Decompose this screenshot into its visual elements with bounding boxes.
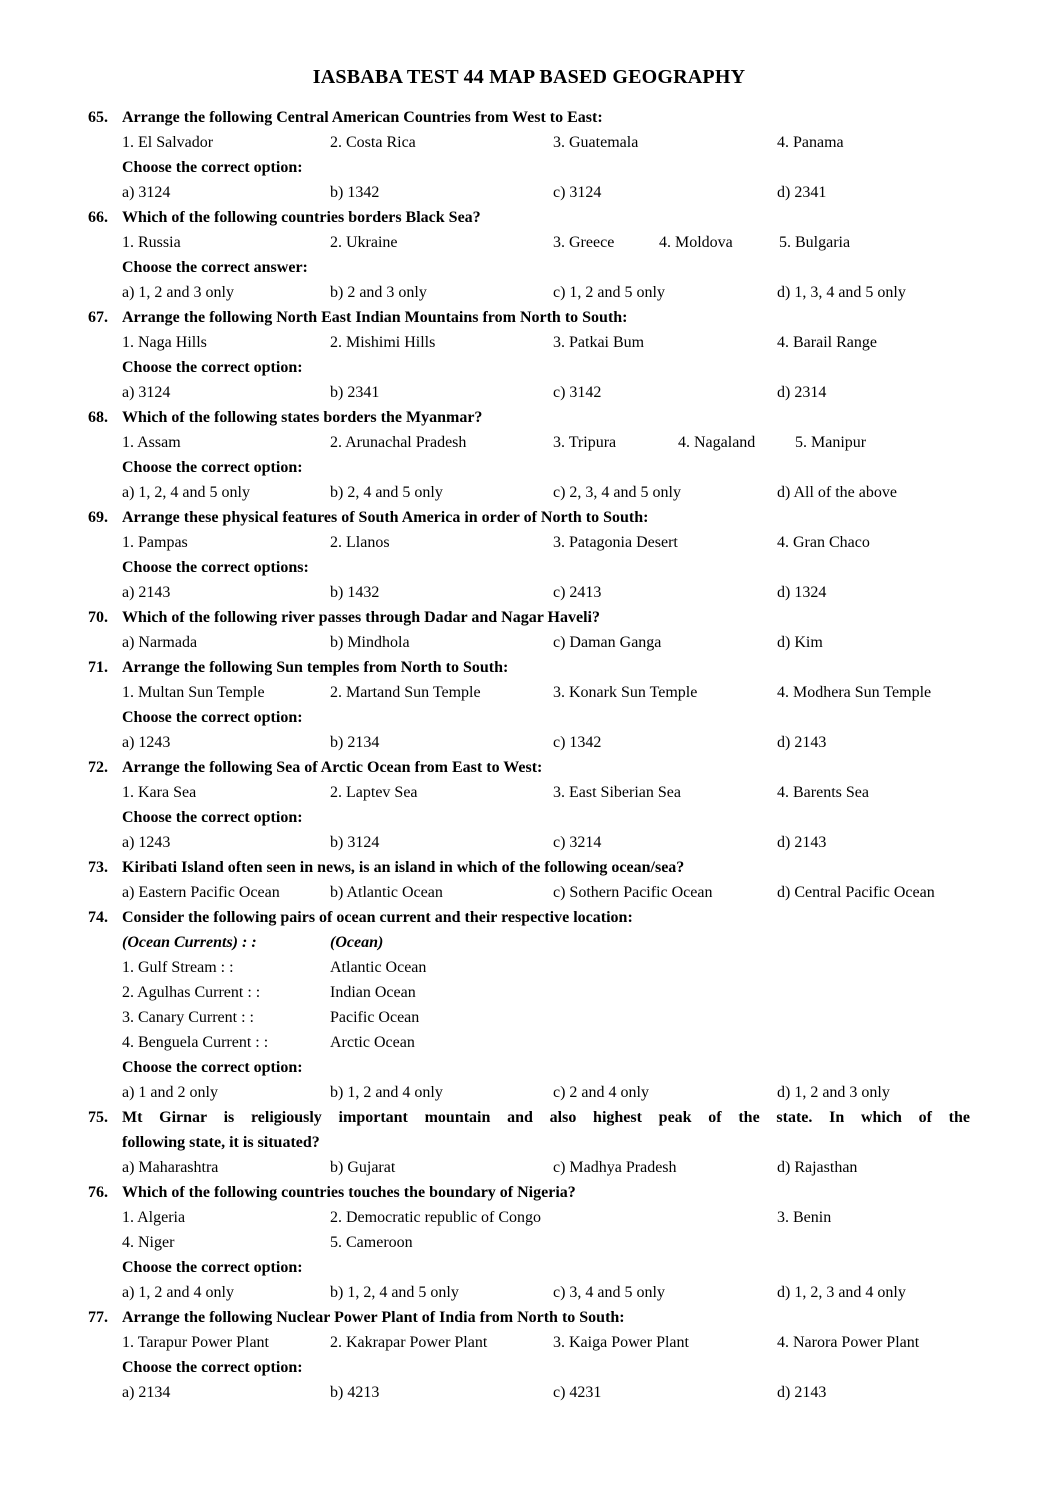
item-cell: 3. Guatemala [553,134,639,151]
option-cell: d) 2143 [777,1384,827,1401]
item-cell: 3. Patkai Bum [553,334,645,351]
item-cell: 4. Nagaland [678,434,756,451]
question-number: 65. [88,109,108,126]
option-cell: b) 4213 [330,1384,380,1401]
question [0,305,1058,405]
option-cell: d) 1324 [777,584,827,601]
question-stem: Arrange the following Sea of Arctic Ocean from East to West: [122,759,543,776]
pair-cell: 4. Benguela Current : : [122,1034,269,1051]
item-cell: 3. Tripura [553,434,617,451]
question-body [122,505,970,605]
question-body [122,905,970,1105]
question-number: 71. [88,659,108,676]
items-row [122,1205,970,1230]
pair-cell: Indian Ocean [330,984,416,1001]
option-cell: a) 1, 2, 4 and 5 only [122,484,250,501]
item-cell: 1. El Salvador [122,134,214,151]
option-cell: b) 2 and 3 only [330,284,427,301]
items-row [122,780,970,805]
item-cell: 2. Costa Rica [330,134,416,151]
pair-header-cell: (Ocean Currents) : : [122,934,257,951]
option-cell: b) 1342 [330,184,380,201]
options-row [122,580,970,605]
option-cell: d) Kim [777,634,823,651]
item-cell: 1. Multan Sun Temple [122,684,265,701]
question [0,505,1058,605]
option-cell: d) 1, 2, 3 and 4 only [777,1284,906,1301]
choose-prompt: Choose the correct option: [122,1259,303,1276]
question-body [122,755,970,855]
question-stem: Arrange the following Sun temples from North to South: [122,659,509,676]
question-body [122,305,970,405]
item-cell: 2. Arunachal Pradesh [330,434,467,451]
items-row [122,330,970,355]
option-cell: b) 1, 2, 4 and 5 only [330,1284,459,1301]
pair-cell: 3. Canary Current : : [122,1009,254,1026]
option-cell: a) 1243 [122,734,171,751]
items-row [122,1230,970,1255]
question-number: 67. [88,309,108,326]
option-cell: a) 2134 [122,1384,171,1401]
option-cell: b) 3124 [330,834,380,851]
item-cell: 1. Naga Hills [122,334,207,351]
choose-prompt: Choose the correct option: [122,459,303,476]
pair-cell: 2. Agulhas Current : : [122,984,261,1001]
question-body [122,1305,970,1405]
option-cell: c) Madhya Pradesh [553,1159,677,1176]
option-cell: d) All of the above [777,484,897,501]
question-stem: Arrange these physical features of South America in order of North to South: [122,509,649,526]
item-cell: 1. Assam [122,434,181,451]
item-cell: 2. Mishimi Hills [330,334,436,351]
item-cell: 1. Kara Sea [122,784,197,801]
option-cell: a) Eastern Pacific Ocean [122,884,280,901]
option-cell: a) 1 and 2 only [122,1084,218,1101]
question-stem: Which of the following states borders the Myanmar? [122,409,483,426]
option-cell: a) 1243 [122,834,171,851]
option-cell: a) 3124 [122,384,171,401]
option-cell: d) 2341 [777,184,827,201]
pair-row [122,980,970,1005]
pair-row [122,1030,970,1055]
option-cell: d) 2143 [777,734,827,751]
option-cell: c) 3142 [553,384,602,401]
option-cell: a) 1, 2 and 4 only [122,1284,234,1301]
question-stem: Which of the following countries touches the boundary of Nigeria? [122,1184,576,1201]
option-cell: a) 3124 [122,184,171,201]
option-cell: b) 2, 4 and 5 only [330,484,443,501]
option-cell: c) 1342 [553,734,602,751]
option-cell: a) Narmada [122,634,198,651]
options-row [122,480,970,505]
question-body [122,205,970,305]
question [0,1105,1058,1180]
item-cell: 2. Ukraine [330,234,398,251]
option-cell: a) 1, 2 and 3 only [122,284,234,301]
question-body [122,1105,970,1180]
items-row [122,230,970,255]
question-stem: Arrange the following North East Indian Mountains from North to South: [122,309,628,326]
item-cell: 1. Tarapur Power Plant [122,1334,269,1351]
item-cell: 4. Barents Sea [777,784,869,801]
items-row [122,430,970,455]
items-row [122,530,970,555]
option-cell: c) 4231 [553,1384,602,1401]
question-number: 66. [88,209,108,226]
option-cell: c) 1, 2 and 5 only [553,284,665,301]
item-cell: 5. Cameroon [330,1234,413,1251]
question [0,1305,1058,1405]
options-row [122,1155,970,1180]
question-stem: Arrange the following Central American Countries from West to East: [122,109,603,126]
item-cell: 1. Algeria [122,1209,186,1226]
question-number: 73. [88,859,108,876]
pair-header-row [122,930,970,955]
pair-cell: 1. Gulf Stream : : [122,959,234,976]
question [0,205,1058,305]
option-cell: b) 1432 [330,584,380,601]
question [0,655,1058,755]
question-stem: following state, it is situated? [122,1134,320,1151]
item-cell: 4. Barail Range [777,334,877,351]
item-cell: 2. Martand Sun Temple [330,684,481,701]
options-row [122,280,970,305]
item-cell: 3. Greece [553,234,615,251]
pair-row [122,955,970,980]
option-cell: d) 1, 2 and 3 only [777,1084,890,1101]
question-number: 72. [88,759,108,776]
question-number: 70. [88,609,108,626]
item-cell: 5. Bulgaria [779,234,851,251]
options-row [122,380,970,405]
item-cell: 1. Pampas [122,534,188,551]
pair-cell: Pacific Ocean [330,1009,420,1026]
item-cell: 4. Panama [777,134,844,151]
question [0,605,1058,655]
questions-list [0,105,1058,1405]
question-body [122,105,970,205]
question [0,1180,1058,1305]
option-cell: a) 2143 [122,584,171,601]
options-row [122,180,970,205]
option-cell: c) Sothern Pacific Ocean [553,884,713,901]
question-stem: Kiribati Island often seen in news, is an island in which of the following ocean/sea? [122,859,685,876]
pair-cell: Arctic Ocean [330,1034,415,1051]
question-body [122,655,970,755]
question-body [122,605,970,655]
options-row [122,730,970,755]
question-number: 74. [88,909,108,926]
options-row [122,1280,970,1305]
item-cell: 2. Democratic republic of Congo [330,1209,542,1226]
item-cell: 5. Manipur [795,434,867,451]
option-cell: c) 3214 [553,834,602,851]
option-cell: b) 1, 2 and 4 only [330,1084,443,1101]
option-cell: b) Atlantic Ocean [330,884,443,901]
choose-prompt: Choose the correct option: [122,159,303,176]
options-row [122,880,970,905]
item-cell: 4. Gran Chaco [777,534,870,551]
pair-row [122,1005,970,1030]
item-cell: 3. Patagonia Desert [553,534,678,551]
option-cell: d) 1, 3, 4 and 5 only [777,284,906,301]
items-row [122,1330,970,1355]
option-cell: c) 2413 [553,584,602,601]
item-cell: 1. Russia [122,234,181,251]
options-row [122,1380,970,1405]
option-cell: c) Daman Ganga [553,634,662,651]
page-title: IASBABA TEST 44 MAP BASED GEOGRAPHY [312,66,746,88]
item-cell: 3. Konark Sun Temple [553,684,698,701]
question-stem: Consider the following pairs of ocean current and their respective location: [122,909,633,926]
option-cell: d) 2314 [777,384,827,401]
choose-prompt: Choose the correct option: [122,709,303,726]
options-row [122,1080,970,1105]
option-cell: d) 2143 [777,834,827,851]
item-cell: 4. Moldova [659,234,733,251]
option-cell: b) Gujarat [330,1159,396,1176]
options-row [122,630,970,655]
question [0,405,1058,505]
question-body [122,855,970,905]
option-cell: b) Mindhola [330,634,410,651]
question [0,855,1058,905]
choose-prompt: Choose the correct option: [122,1059,303,1076]
question-number: 68. [88,409,108,426]
items-row [122,680,970,705]
items-row [122,130,970,155]
options-row [122,830,970,855]
item-cell: 2. Laptev Sea [330,784,418,801]
item-cell: 4. Niger [122,1234,175,1251]
question [0,905,1058,1105]
pair-header-cell: (Ocean) [330,934,384,951]
question-stem: Arrange the following Nuclear Power Plant of India from North to South: [122,1309,625,1326]
item-cell: 2. Llanos [330,534,390,551]
option-cell: c) 2 and 4 only [553,1084,649,1101]
option-cell: b) 2341 [330,384,380,401]
option-cell: a) Maharashtra [122,1159,219,1176]
question-number: 77. [88,1309,108,1326]
pair-cell: Atlantic Ocean [330,959,427,976]
question [0,755,1058,855]
question-number: 76. [88,1184,108,1201]
option-cell: b) 2134 [330,734,380,751]
item-cell: 4. Modhera Sun Temple [777,684,932,701]
question-body [122,1180,970,1305]
option-cell: c) 3, 4 and 5 only [553,1284,665,1301]
item-cell: 3. Benin [777,1209,832,1226]
question-stem: Which of the following countries borders Black Sea? [122,209,481,226]
question-stem: Which of the following river passes through Dadar and Nagar Haveli? [122,609,600,626]
choose-prompt: Choose the correct option: [122,809,303,826]
choose-prompt: Choose the correct option: [122,359,303,376]
choose-prompt: Choose the correct answer: [122,259,308,276]
option-cell: d) Rajasthan [777,1159,858,1176]
question-stem: Mt Girnar is religiously important mountain and also highest peak of the state. In which of the [122,1109,970,1126]
question-body [122,405,970,505]
option-cell: c) 3124 [553,184,602,201]
choose-prompt: Choose the correct options: [122,559,309,576]
option-cell: c) 2, 3, 4 and 5 only [553,484,681,501]
item-cell: 2. Kakrapar Power Plant [330,1334,488,1351]
item-cell: 4. Narora Power Plant [777,1334,920,1351]
option-cell: d) Central Pacific Ocean [777,884,935,901]
item-cell: 3. East Siberian Sea [553,784,681,801]
question-number: 75. [88,1109,108,1126]
choose-prompt: Choose the correct option: [122,1359,303,1376]
question [0,105,1058,205]
item-cell: 3. Kaiga Power Plant [553,1334,689,1351]
question-number: 69. [88,509,108,526]
